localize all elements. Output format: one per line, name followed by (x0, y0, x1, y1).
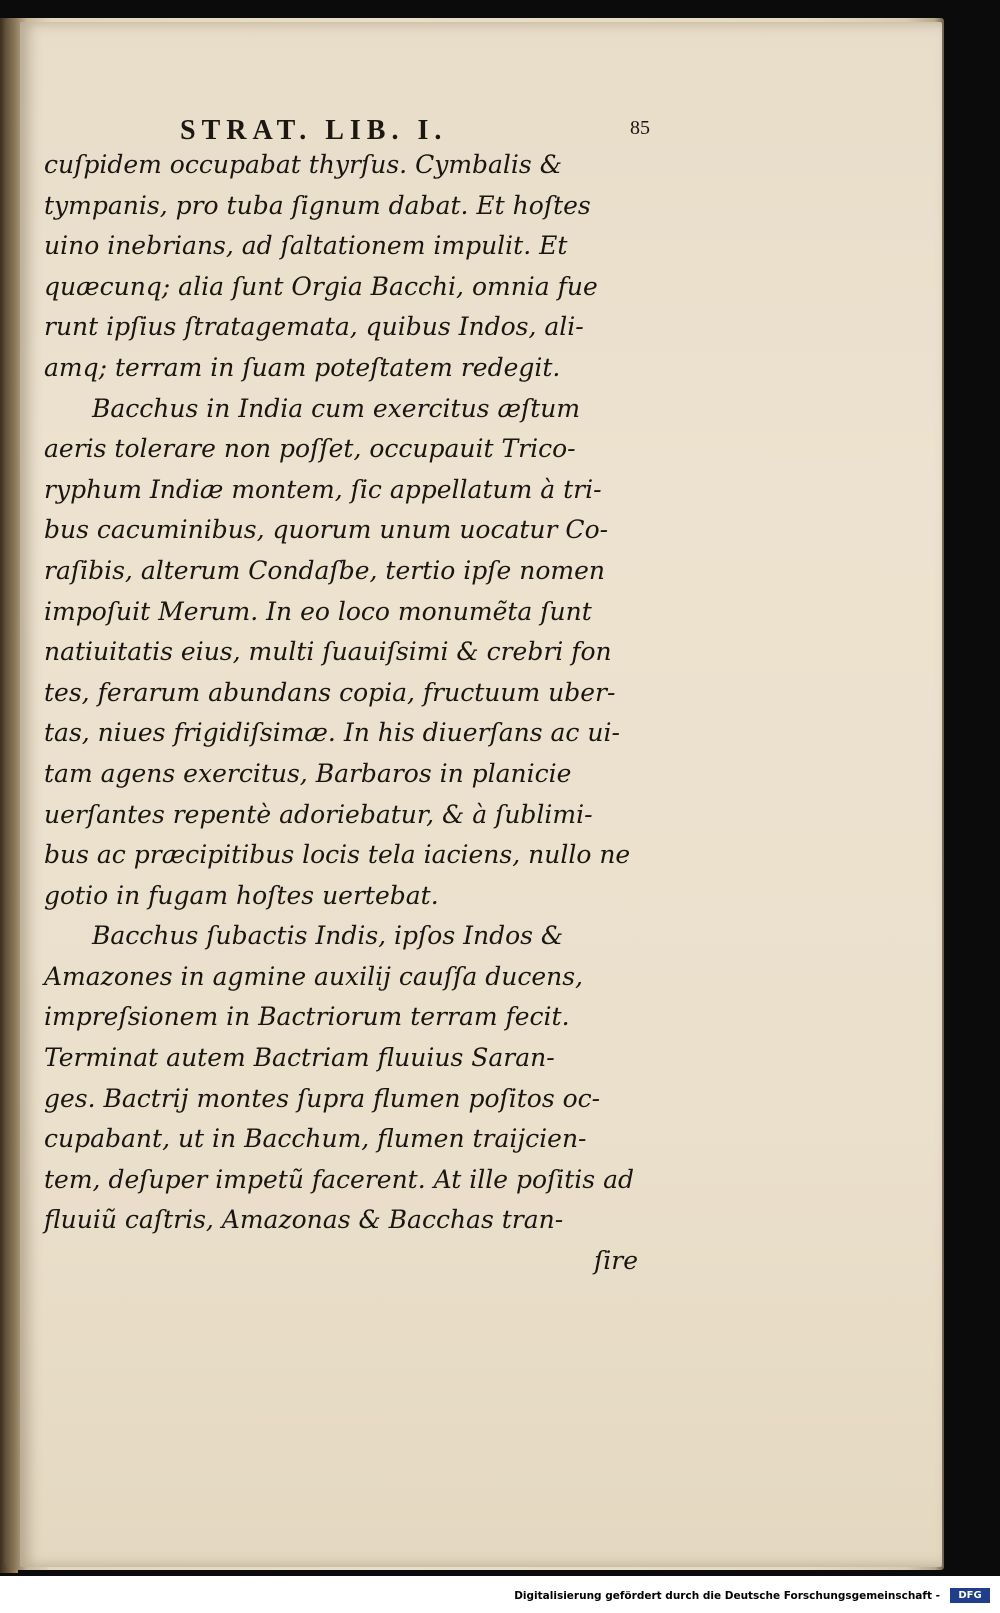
running-title: STRAT. LIB. I. (180, 115, 448, 146)
text-line: uino inebrians, ad ſaltationem impulit. Et (44, 231, 568, 261)
text-line: amq; terram in ſuam poteſtatem redegit. (44, 352, 561, 382)
text-line: natiuitatis eius, multi ſuauiſsimi & crebri fon (44, 637, 612, 667)
body-text (44, 145, 644, 1282)
text-line: bus ac præcipitibus locis tela iaciens, nullo ne (44, 840, 631, 870)
text-line: tes, ferarum abundans copia, fructuum uber- (44, 677, 616, 707)
text-line: ryphum Indiæ montem, ſic appellatum à tri- (44, 474, 602, 504)
text-line: raſibis, alterum Condaſbe, tertio ipſe nomen (44, 555, 605, 585)
text-line: uerſantes repentè adoriebatur, & à ſublimi- (44, 799, 593, 829)
text-line: runt ipſius ſtratagemata, quibus Indos, ali- (44, 312, 584, 342)
text-line: aeris tolerare non poſſet, occupauit Trico- (44, 434, 576, 464)
catchword: ſire (594, 1246, 638, 1276)
text-line: ges. Bactrij montes ſupra flumen poſitos oc- (44, 1083, 601, 1113)
text-line: Amazones in agmine auxilij cauſſa ducens, (44, 961, 583, 991)
digitization-footer (0, 1576, 1000, 1613)
text-line: Terminat autem Bactriam fluuius Saran- (44, 1043, 555, 1073)
text-line: impoſuit Merum. In eo loco monumẽta ſunt (44, 596, 592, 626)
text-line: fluuiũ caſtris, Amazonas & Bacchas tran- (44, 1205, 564, 1235)
text-line: cuſpidem occupabat thyrſus. Cymbalis & (44, 150, 562, 179)
text-line: tympanis, pro tuba ſignum dabat. Et hoſtes (44, 190, 591, 220)
text-line: tam agens exercitus, Barbaros in planicie (44, 758, 572, 788)
text-line: quæcunq; alia ſunt Orgia Bacchi, omnia fue (44, 271, 598, 301)
dfg-logo: DFG (950, 1588, 990, 1603)
paragraph-start-line: Bacchus ſubactis Indis, ipſos Indos & (92, 921, 564, 951)
text-line: cupabant, ut in Bacchum, flumen traijcien- (44, 1124, 587, 1154)
paragraph-start-line: Bacchus in India cum exercitus æſtum (92, 393, 581, 423)
funding-credit: Digitalisierung gefördert durch die Deutsche Forschungsgemeinschaft - (514, 1590, 940, 1602)
text-line: tem, deſuper impetũ facerent. At ille poſitis ad (44, 1164, 634, 1194)
text-line: bus cacuminibus, quorum unum uocatur Co- (44, 515, 609, 545)
text-line: gotio in fugam hoſtes uertebat. (44, 880, 439, 910)
page-number: 85 (630, 117, 650, 139)
text-line: impreſsionem in Bactriorum terram fecit. (44, 1002, 570, 1032)
text-line: tas, niues frigidiſsimæ. In his diuerſans ac ui- (44, 718, 620, 748)
